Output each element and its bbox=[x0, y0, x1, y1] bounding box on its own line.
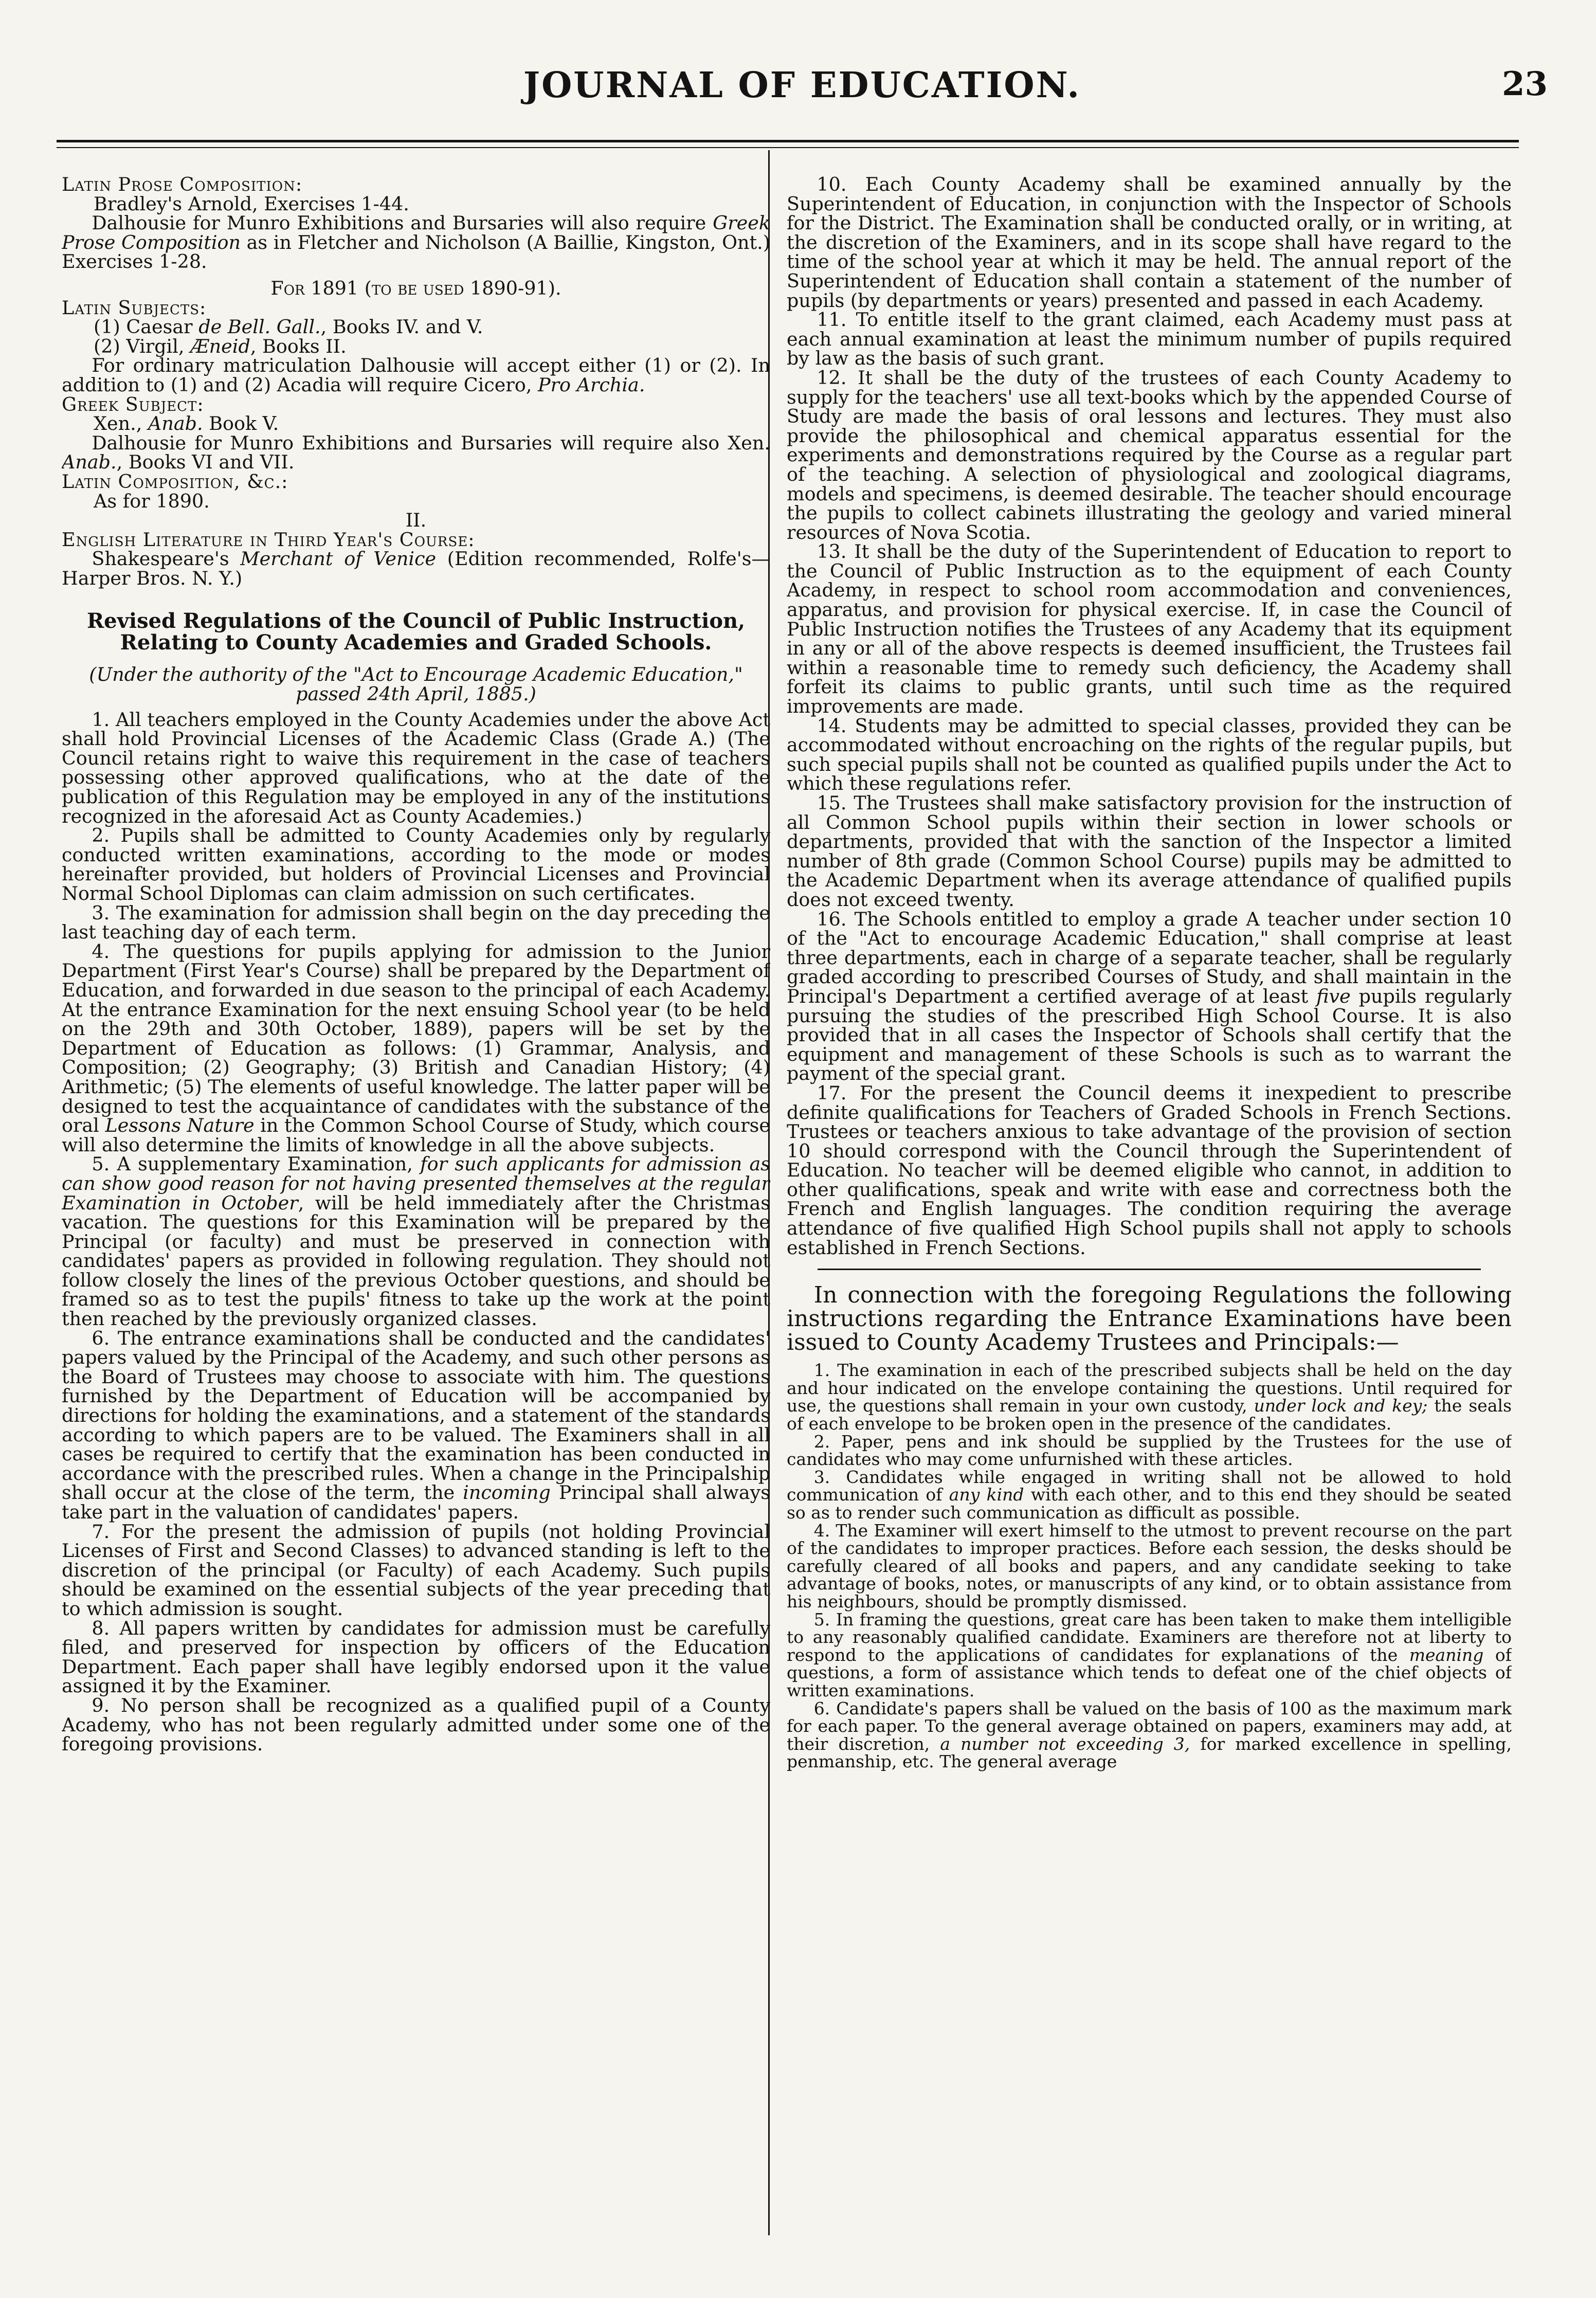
regulation-2: 2. Pupils shall be admitted to County Academies only by regularly conducted written examinations, according to the mode or modes hereinafter provided, but holders of Provincial Licenses and Provincial Normal School Diplomas can claim admission on such certificates. bbox=[62, 824, 770, 904]
regulation-13: 13. It shall be the duty of the Superintendent of Education to report to the Council of Public Instruction as to the equipment of each County Academy, in respect to school room accommodation and conveniences, apparatus, and provision for physical exercise. If, in case the Council of Public Instruction notifies the Trustees of any Academy that its equipment in any or all of the above respects is deemed insufficient, the Trustees fail within a reasonable time to remedy such deficiency, the Academy shall forfeit its claims to public grants, until such time as the required improvements are made. bbox=[787, 540, 1512, 718]
italic-run: Pro Archia. bbox=[538, 373, 645, 396]
page-header bbox=[57, 56, 1548, 112]
instruction-1 bbox=[787, 1362, 1512, 1433]
text-run: 4. The questions for pupils applying for admission to the Junior Department (First Year's Course) shall be prepared by the Department of Education, and forwarded in due season to the principal of each Academy. At the entrance Examination for the next ensuing School year (to be held on the 29th and 30th October, 1889), papers will be set by the Department of Education as follows: (1) Grammar, Analysis, and Composition; (2) Geography; (3) British and Canadian History; (4) Arithmetic; (5) The elements of useful knowledge. The latter paper will be designed to test the acquaintance of candidates with the substance of the oral bbox=[62, 940, 770, 1137]
text-run: (1) Caesar bbox=[94, 316, 193, 338]
italic-run: meaning bbox=[1409, 1644, 1484, 1665]
latin-composition-heading: Latin Composition, &c.: bbox=[62, 470, 288, 493]
section-numeral: II. bbox=[405, 509, 427, 532]
regulation-11: 11. To entitle itself to the grant claimed, each Academy must pass at each annual examination at least the minimum number of pupils required by law as the basis of such grant. bbox=[787, 309, 1512, 370]
regulation-3: 3. The examination for admission shall begin on the day preceding the last teaching day of each term. bbox=[62, 901, 770, 944]
header-rule-thin bbox=[57, 147, 1519, 148]
english-literature-heading: English Literature in Third Year's Course: bbox=[62, 528, 475, 551]
text-run: Dalhousie for Munro Exhibitions and Bursaries will also require bbox=[92, 212, 706, 234]
italic-run: Merchant of Venice bbox=[240, 548, 437, 570]
regulation-15: 15. The Trustees shall make satisfactory provision for the instruction of all Common School pupils within their section in lower schools or departments, provided that with the sanction of the Inspector a limited number of 8th grade (Common School Course) pupils may be admitted to the Academic Department when its average attendance of qualified pupils does not exceed twenty. bbox=[787, 792, 1512, 911]
text-run: in the Common School Course of Study, which course will also determine the limits of knowledge in all the above subjects. bbox=[62, 1114, 770, 1156]
journal-title: JOURNAL OF EDUCATION. bbox=[523, 65, 1081, 106]
text-run: (Edition recommended, Rolfe's—Harper Bros. N. Y.) bbox=[62, 548, 770, 589]
year-heading-1891: For 1891 (to be used 1890-91). bbox=[270, 277, 561, 299]
regulation-1: 1. All teachers employed in the County Academies under the above Act shall hold Provincial Licenses of the Academic Class (Grade A.) (The Council retains right to waive this requirement in the case of teachers possessing other approved qualifications, who at the date of the publication of this Regulation may be employed in any of the institutions recognized in the aforesaid Act as County Academies.) bbox=[62, 708, 770, 827]
text-run: 6. The entrance examinations shall be conducted and the candidates' papers valued by the Principal of the Academy, and such other persons as the Board of Trustees may choose to associate with him. The questions furnished by the Department of Education will be accompanied by directions for holding the examinations, and a statement of the standards according to which papers are to be valued. The Examiners shall in all cases be required to certify that the examination has been conducted in accordance with the prescribed rules. When a change in the Principalship shall occur at the close of the term, the bbox=[62, 1327, 770, 1504]
regulation-4 bbox=[62, 942, 770, 1155]
regulation-16 bbox=[787, 910, 1512, 1083]
latin-prose-note bbox=[62, 213, 770, 272]
text-run: with each other, and to this end they should be seated so as to render such communication as difficult as possible. bbox=[787, 1485, 1512, 1523]
right-column bbox=[787, 175, 1512, 2237]
text-run: of questions, a form of assistance which tends to defeat one of the chief objects of written examinations. bbox=[787, 1644, 1512, 1700]
english-literature-item bbox=[62, 549, 770, 588]
latin-subjects-heading: Latin Subjects: bbox=[62, 296, 207, 319]
italic-run: Anab. bbox=[62, 451, 117, 474]
italic-run: a number not exceeding 3, bbox=[940, 1733, 1190, 1754]
regulation-6 bbox=[62, 1329, 770, 1522]
text-run: For ordinary matriculation Dalhousie will accept either (1) or (2). In addition to (1) and (2) Acadia will require Cicero, bbox=[62, 354, 770, 396]
italic-run: incoming bbox=[463, 1481, 551, 1504]
latin-prose-heading: Latin Prose Composition: bbox=[62, 175, 303, 195]
instruction-5 bbox=[787, 1611, 1512, 1700]
text-run: the seals of each envelope to be broken open in the presence of the candidates. bbox=[787, 1396, 1512, 1434]
text-run: Dalhousie for Munro Exhibitions and Bursaries will require also Xen. bbox=[92, 431, 770, 454]
greek-subject-heading: Greek Subject: bbox=[62, 393, 204, 415]
text-run: Book V. bbox=[209, 412, 279, 435]
greek-subject-note bbox=[62, 433, 770, 472]
text-run: Principal shall always take part in the valuation of candidates' papers. bbox=[62, 1481, 770, 1523]
italic-run: any kind bbox=[949, 1485, 1024, 1505]
italic-run: Anab. bbox=[148, 412, 203, 435]
regulation-8: 8. All papers written by candidates for admission must be carefully filed, and preserved for inspection by officers of the Education Department. Each paper shall have legibly endorsed upon it the value assigned it by the Examiner. bbox=[62, 1617, 770, 1697]
regulation-14: 14. Students may be admitted to special classes, provided they can be accommodated without encroaching on the rights of the regular pupils, but such special pupils shall not be counted as qualified pupils under the Act to which these regulations refer. bbox=[787, 714, 1512, 795]
text-run: for marked excellence in spelling, penmanship, etc. The general average bbox=[787, 1733, 1512, 1772]
text-run: , Books IV. and V. bbox=[320, 316, 483, 338]
instruction-4: 4. The Examiner will exert himself to the utmost to prevent recourse on the part of the candidates to improper practices. Before each session, the desks should be carefully cleared of all books and papers, and any candidate seeking to take advantage of books, notes, or manuscripts of any kind, or to obtain assistance from his neighbours, should be promptly dismissed. bbox=[787, 1520, 1512, 1612]
italic-run: Æneid bbox=[190, 335, 250, 357]
instruction-2: 2. Paper, pens and ink should be supplied by the Trustees for the use of candidates who may come unfurnished with these articles. bbox=[787, 1431, 1512, 1470]
text-run: 16. The Schools entitled to employ a grade A teacher under section 10 of the "Act to encourage Academic Education," shall comprise at least three departments, each in charge of a separate teacher, shall be regularly graded according to prescribed Courses of Study, and shall maintain in the Principal's Department a certified average of at least bbox=[787, 908, 1512, 1007]
instruction-3 bbox=[787, 1469, 1512, 1522]
regulation-9: 9. No person shall be recognized as a qualified pupil of a County Academy, who has not been regularly admitted under some one of the foregoing provisions. bbox=[62, 1694, 770, 1756]
italic-run: under lock and key; bbox=[1254, 1396, 1428, 1416]
latin-subject-item bbox=[94, 337, 770, 356]
italic-run: de Bell. Gall. bbox=[198, 316, 321, 338]
greek-subject-item bbox=[94, 414, 770, 433]
section-title: Revised Regulations of the Council of Public Instruction, Relating to County Academies and Graded Schools. bbox=[86, 609, 746, 655]
text-run: (2) Virgil, bbox=[94, 335, 185, 357]
regulation-10: 10. Each County Academy shall be examined annually by the Superintendent of Education, in conjunction with the Inspector of Schools for the District. The Examination shall be conducted orally, or in writing, at the discretion of the Examiners, and in its scope shall have regard to the time of the school year at which it may be held. The annual report of the Superintendent of Education shall contain a statement of the number of pupils (by departments or years) presented and passed in each Academy. bbox=[787, 175, 1512, 312]
text-run: pupils regularly pursuing the studies of the prescribed High School Course. It is also provided that in all cases the Inspector of Schools shall certify that the equipment and management of these Schools is such as to warrant the payment of the special grant. bbox=[787, 985, 1512, 1085]
regulation-7: 7. For the present the admission of pupils (not holding Provincial Licenses of First and Second Classes) to advanced standing is left to the discretion of the principal (or Faculty) of each Academy. Such pupils should be examined on the essential subjects of the year preceding that to which admission is sought. bbox=[62, 1520, 770, 1620]
section-separator bbox=[818, 1269, 1481, 1270]
header-rule-thick bbox=[57, 140, 1519, 142]
text-run: 5. A supplementary Examination, bbox=[92, 1153, 413, 1175]
latin-subject-item bbox=[94, 317, 770, 337]
latin-prose-item: Bradley's Arnold, Exercises 1-44. bbox=[94, 192, 409, 215]
regulation-5 bbox=[62, 1154, 770, 1328]
text-run: 6. Candidate's papers shall be valued on the basis of 100 as the maximum mark for each paper. To the general average obtained on papers, examiners may add, at their discretion, bbox=[787, 1698, 1512, 1754]
latin-composition-item: As for 1890. bbox=[94, 490, 210, 512]
text-run: 1. The examination in each of the prescribed subjects shall be held on the day and hour indicated on the envelope containing the questions. Until required for use, the questions shall remain in your own custody, bbox=[787, 1360, 1512, 1416]
regulation-12: 12. It shall be the duty of the trustees of each County Academy to supply for the teachers' use all text-books which by the appended Course of Study are made the basis of oral lessons and lectures. They must also provide the philosophical and chemical apparatus essential for the experiments and demonstrations required by the Course as a regular part of the teaching. A selection of physiological and zoological diagrams, models and specimens, is deemed desirable. The teacher should encourage the pupils to collect cabinets illustrating the geology and varied mineral resources of Nova Scotia. bbox=[787, 366, 1512, 544]
latin-subject-note bbox=[62, 356, 770, 394]
text-run: , Books VI and VII. bbox=[116, 451, 295, 474]
instructions-intro: In connection with the foregoing Regulations the following instructions regarding the Entrance Examinations have been issued to County Academy Trustees and Principals:— bbox=[787, 1282, 1512, 1356]
italic-run: Lessons Nature bbox=[105, 1114, 255, 1137]
text-run: Shakespeare's bbox=[92, 548, 229, 570]
text-run: , Books II. bbox=[250, 335, 347, 357]
text-run: as in Fletcher and Nicholson (A Baillie, Kingston, Ont.) Exercises 1-28. bbox=[62, 231, 770, 273]
text-run: 3. Candidates while engaged in writing shall not be allowed to hold communication of bbox=[787, 1467, 1512, 1505]
text-run: , will be held immediately after the Christmas vacation. The questions for this Examination will be prepared by the Principal (or faculty) and must be preserved in connection with candidates' papers as provided in following regulation. They should not follow closely the lines of the previous October questions, and should be framed so as to test the pupils' fitness to take up the work at the point then reached by the previously organized classes. bbox=[62, 1191, 770, 1330]
instruction-6 bbox=[787, 1700, 1512, 1771]
regulation-17: 17. For the present the Council deems it inexpedient to prescribe definite qualifications for Teachers of Graded Schools in French Sections. Trustees or teachers anxious to take advantage of the provision of section 10 should correspond with the Council through the Superintendent of Education. No teacher will be deemed eligible who cannot, in addition to other qualifications, speak and write with ease and correctness both the French and English languages. The condition requiring the average attendance of five qualified High School pupils shall not apply to schools established in French Sections. bbox=[787, 1081, 1512, 1259]
italic-run: for such applicants for admission as can show good reason for not having presented themselves at the regular Examination in October bbox=[62, 1153, 770, 1214]
italic-run: five bbox=[1316, 985, 1351, 1007]
authority-note: (Under the authority of the "Act to Encourage Academic Education," passed 24th April, 1885.) bbox=[89, 663, 743, 705]
italic-run: Greek Prose Composition bbox=[62, 212, 770, 254]
text-run: Xen., bbox=[94, 412, 142, 435]
text-run: 5. In framing the questions, great care has been taken to make them intelligible to any reasonably qualified candidate. Examiners are therefore not at liberty to respond to the applications of candidates for explanations of the bbox=[787, 1609, 1512, 1665]
page-number: 23 bbox=[1501, 65, 1548, 103]
left-column bbox=[62, 175, 770, 2237]
